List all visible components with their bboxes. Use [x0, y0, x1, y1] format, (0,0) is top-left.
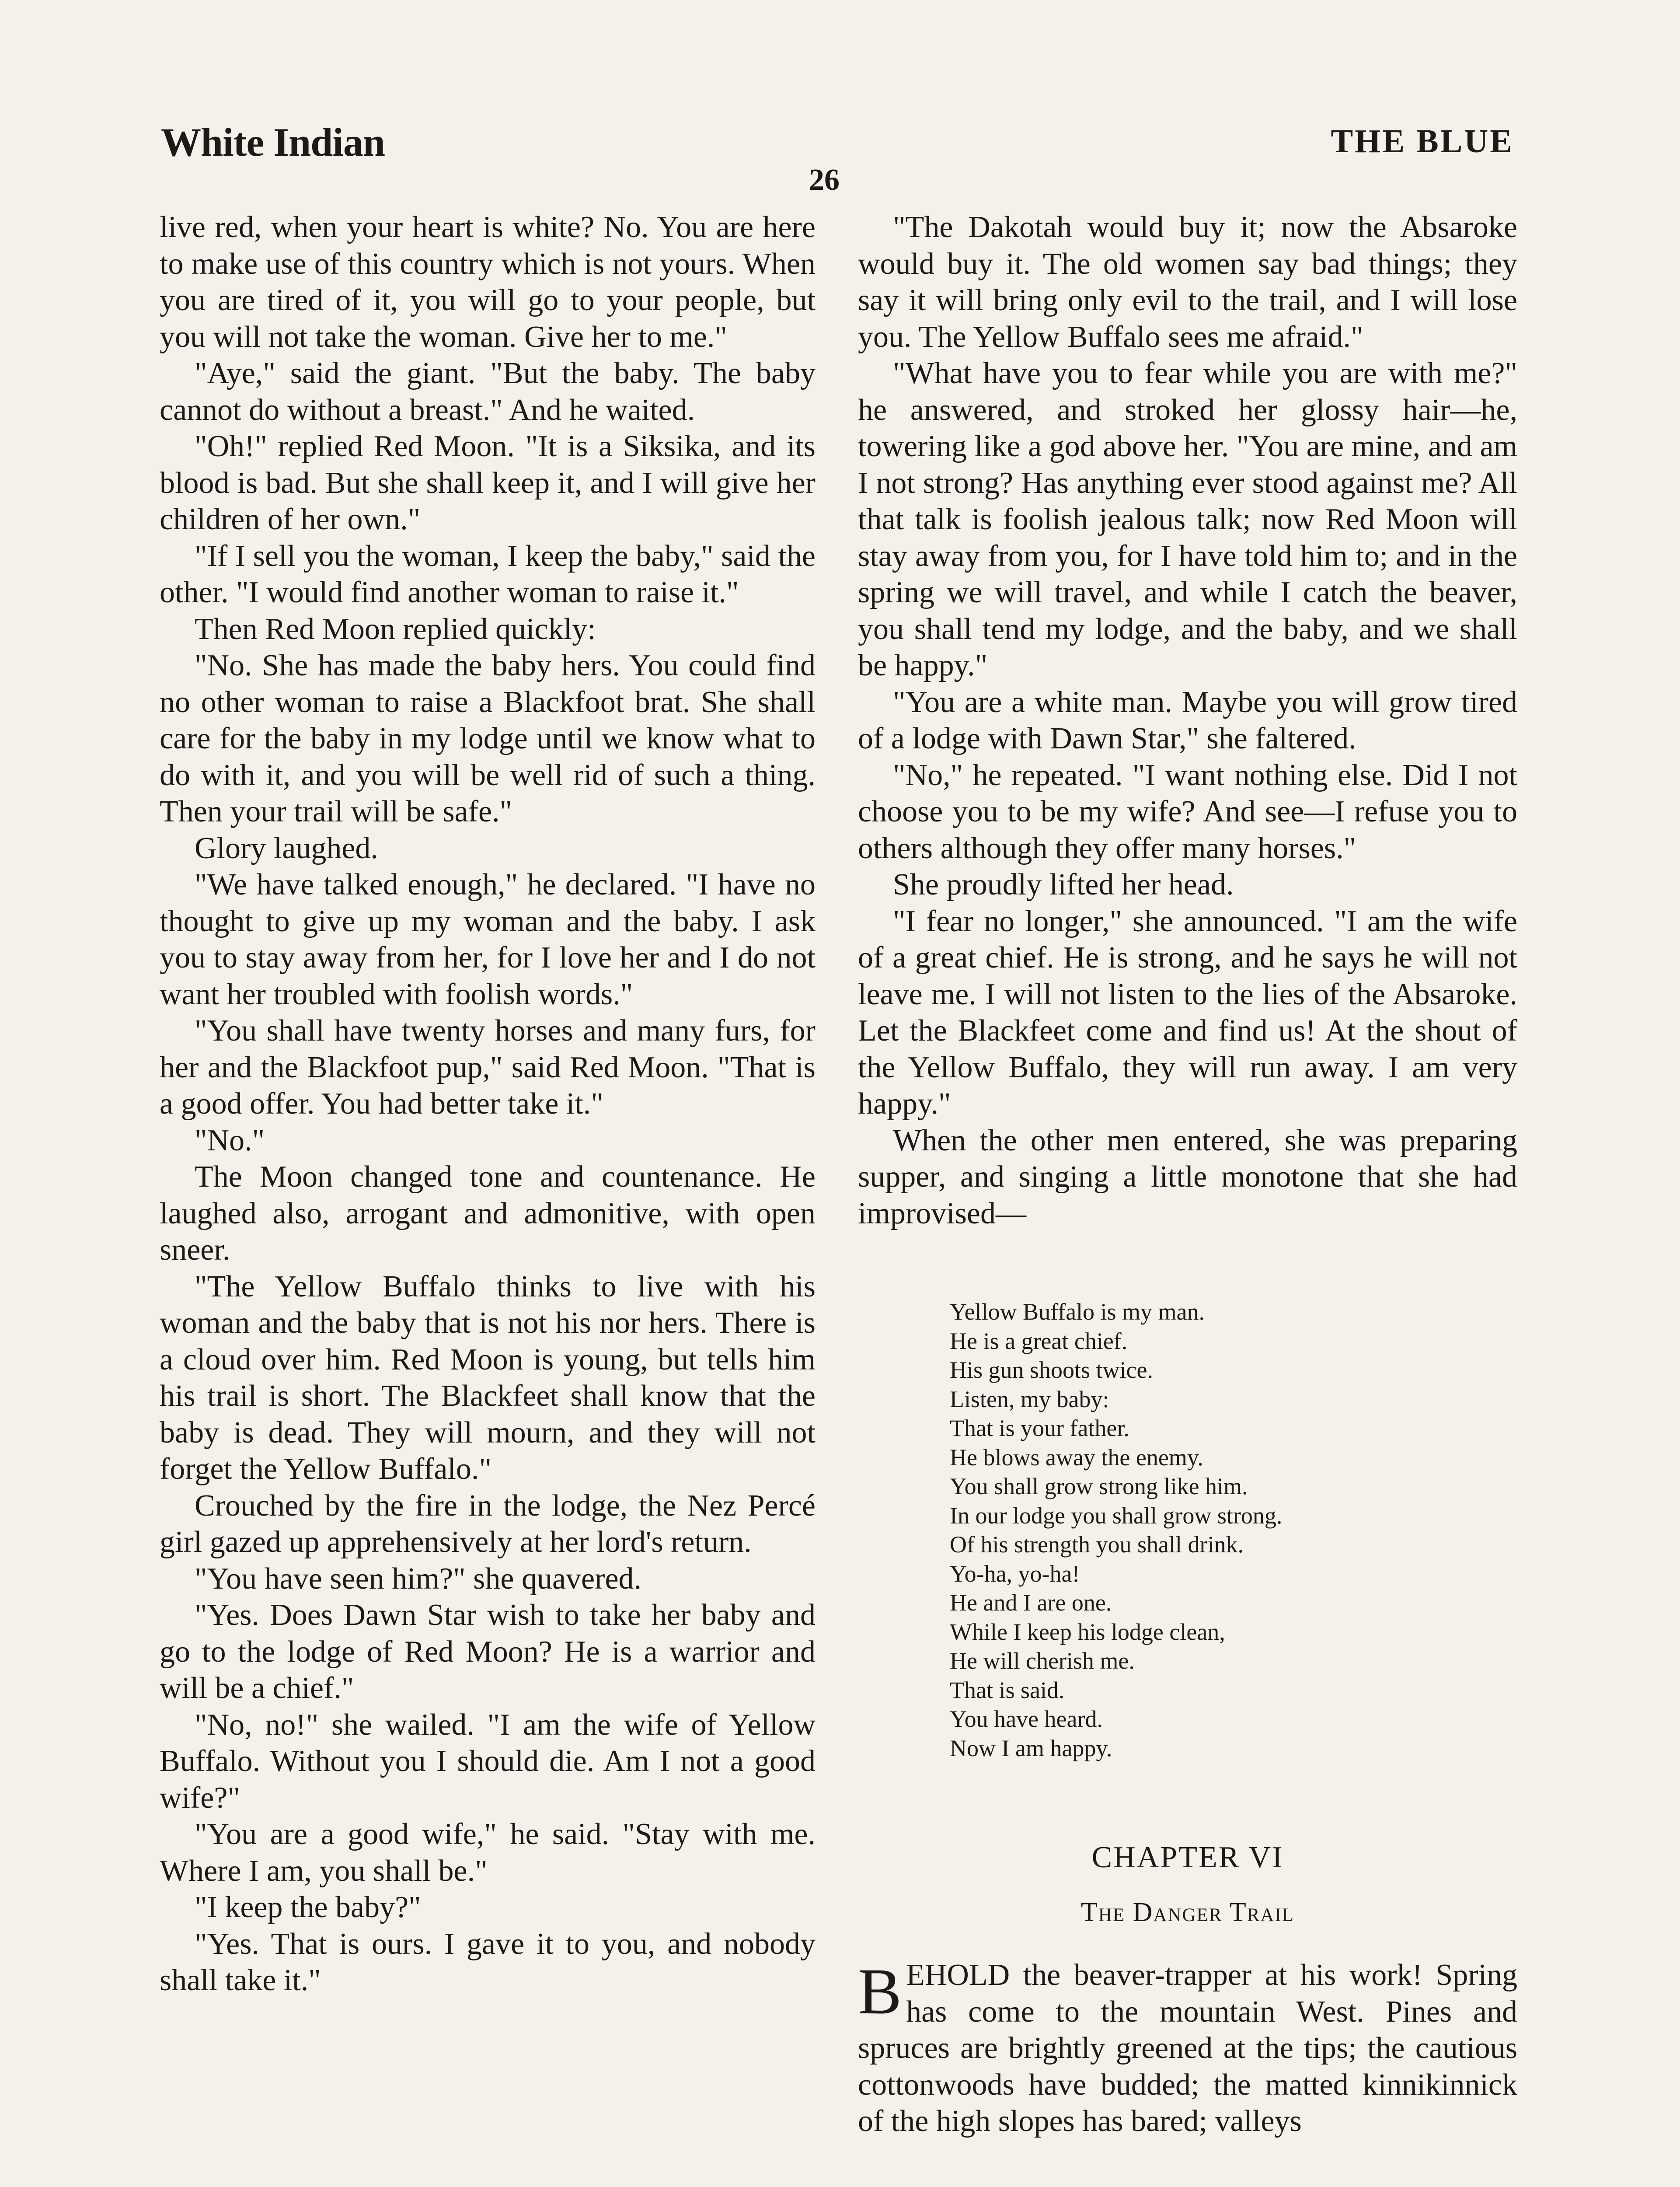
paragraph: "No, no!" she wailed. "I am the wife of Yellow Buffalo. Without you I should die. Am I not a good wife?": [160, 1708, 816, 1815]
drop-cap-letter: B: [858, 1955, 902, 2028]
running-header-left: White Indian: [161, 120, 385, 164]
paragraph: When the other men entered, she was preparing supper, and singing a little monotone that she had improvised—: [858, 1123, 1517, 1230]
paragraph: "What have you to fear while you are with me?" he answered, and stroked her glossy hair—he, towering like a god above her. "You are mine, and am I not strong? Has anything ever stood against me? All that talk is foolish jealous talk; now Red Moon will stay away from you, for I have told him to; and in the spring we will travel, and while I catch the beaver, you shall tend my lodge, and the baby, and we shall be happy.": [858, 356, 1517, 682]
paragraph: "No," he repeated. "I want nothing else. Did I not choose you to be my wife? And see—I refuse you to others although they offer many horses.": [858, 758, 1517, 865]
opening-text: EHOLD the beaver-trapper at his work! Spring has come to the mountain West. Pines and spruces are brightly greened at the tips; the cautious cottonwoods have budded; the matted kinnikinnick of the high slopes has bared; valleys: [858, 1958, 1517, 2138]
verse-line: Yellow Buffalo is my man.: [950, 1299, 1205, 1325]
paragraph: "The Dakotah would buy it; now the Absaroke would buy it. The old women say bad things; they say it will bring only evil to the trail, and I will lose you. The Yellow Buffalo sees me afraid.": [858, 210, 1517, 354]
right-text-column: [858, 209, 1517, 2140]
verse-line: He and I are one.: [950, 1590, 1112, 1616]
paragraph: "Aye," said the giant. "But the baby. The baby cannot do without a breast." And he waited.: [160, 356, 816, 427]
verse-line: His gun shoots twice.: [950, 1357, 1153, 1383]
paragraph: "You have seen him?" she quavered.: [195, 1562, 642, 1596]
paragraph: "You shall have twenty horses and many furs, for her and the Blackfoot pup," said Red Moon. "That is a good offer. You had better take it.": [160, 1014, 816, 1121]
running-header-right: THE BLUE: [1331, 123, 1514, 160]
verse-line: Yo-ha, yo-ha!: [950, 1560, 1080, 1587]
verse-line: While I keep his lodge clean,: [950, 1618, 1225, 1645]
chapter-opening-paragraph: [858, 1957, 1517, 2140]
verse-line: In our lodge you shall grow strong.: [950, 1502, 1283, 1529]
paragraph: live red, when your heart is white? No. You are here to make use of this country which is not yours. When you are tired of it, you will go to your people, but you will not take the woman. Give her to me.": [160, 210, 816, 354]
left-text-column: [160, 209, 816, 1999]
paragraph: Crouched by the fire in the lodge, the Nez Percé girl gazed up apprehensively at her lord's return.: [160, 1488, 816, 1559]
page-number: 26: [809, 163, 840, 197]
paragraph: "You are a white man. Maybe you will grow tired of a lodge with Dawn Star," she faltered.: [858, 685, 1517, 755]
verse-line: He will cherish me.: [950, 1648, 1135, 1674]
verse-line: Listen, my baby:: [950, 1386, 1109, 1412]
verse-line: That is your father.: [950, 1415, 1129, 1441]
paragraph: She proudly lifted her head.: [893, 868, 1234, 901]
paragraph: "No. She has made the baby hers. You could find no other woman to raise a Blackfoot brat. She shall care for the baby in my lodge until we know what to do with it, and you will be well rid of such a thing. Then your trail will be safe.": [160, 649, 816, 828]
paragraph: "If I sell you the woman, I keep the baby," said the other. "I would find another woman to raise it.": [160, 539, 816, 609]
verse-line: Of his strength you shall drink.: [950, 1531, 1244, 1558]
verse-line: Now I am happy.: [950, 1735, 1112, 1761]
verse-line: You shall grow strong like him.: [950, 1473, 1248, 1499]
paragraph: "We have talked enough," he declared. "I have no thought to give up my woman and the baby. I ask you to stay away from her, for I love her and I do not want her troubled with foolish words.": [160, 868, 816, 1011]
paragraph: Then Red Moon replied quickly:: [195, 612, 596, 646]
paragraph: "I keep the baby?": [195, 1890, 421, 1924]
verse-line: That is said.: [950, 1677, 1065, 1703]
paragraph: "I fear no longer," she announced. "I am the wife of a great chief. He is strong, and he says he will not leave me. I will not listen to the lies of the Absaroke. Let the Blackfeet come and find us! At the shout of the Yellow Buffalo, they will run away. I am very happy.": [858, 904, 1517, 1121]
chapter-heading: CHAPTER VI: [1091, 1841, 1284, 1874]
paragraph: "You are a good wife," he said. "Stay with me. Where I am, you shall be.": [160, 1817, 816, 1888]
paragraph: The Moon changed tone and countenance. He laughed also, arrogant and admonitive, with open sneer.: [160, 1160, 816, 1267]
verse-line: He is a great chief.: [950, 1328, 1128, 1354]
paragraph: "No.": [195, 1123, 265, 1157]
song-verse: [950, 1297, 1517, 1763]
paragraph: "The Yellow Buffalo thinks to live with his woman and the baby that is not his nor hers. There is a cloud over him. Red Moon is young, but tells him his trail is short. The Blackfeet shall know that the baby is dead. They will mourn, and they will not forget the Yellow Buffalo.": [160, 1269, 816, 1486]
paragraph: "Yes. That is ours. I gave it to you, and nobody shall take it.": [160, 1927, 816, 1997]
paragraph: "Yes. Does Dawn Star wish to take her baby and go to the lodge of Red Moon? He is a warrior and will be a chief.": [160, 1598, 816, 1705]
verse-line: You have heard.: [950, 1706, 1103, 1732]
paragraph: "Oh!" replied Red Moon. "It is a Siksika, and its blood is bad. But she shall keep it, and I will give her children of her own.": [160, 430, 816, 536]
chapter-subtitle: The Danger Trail: [1080, 1897, 1295, 1927]
verse-line: He blows away the enemy.: [950, 1444, 1203, 1471]
paragraph: Glory laughed.: [195, 831, 378, 865]
